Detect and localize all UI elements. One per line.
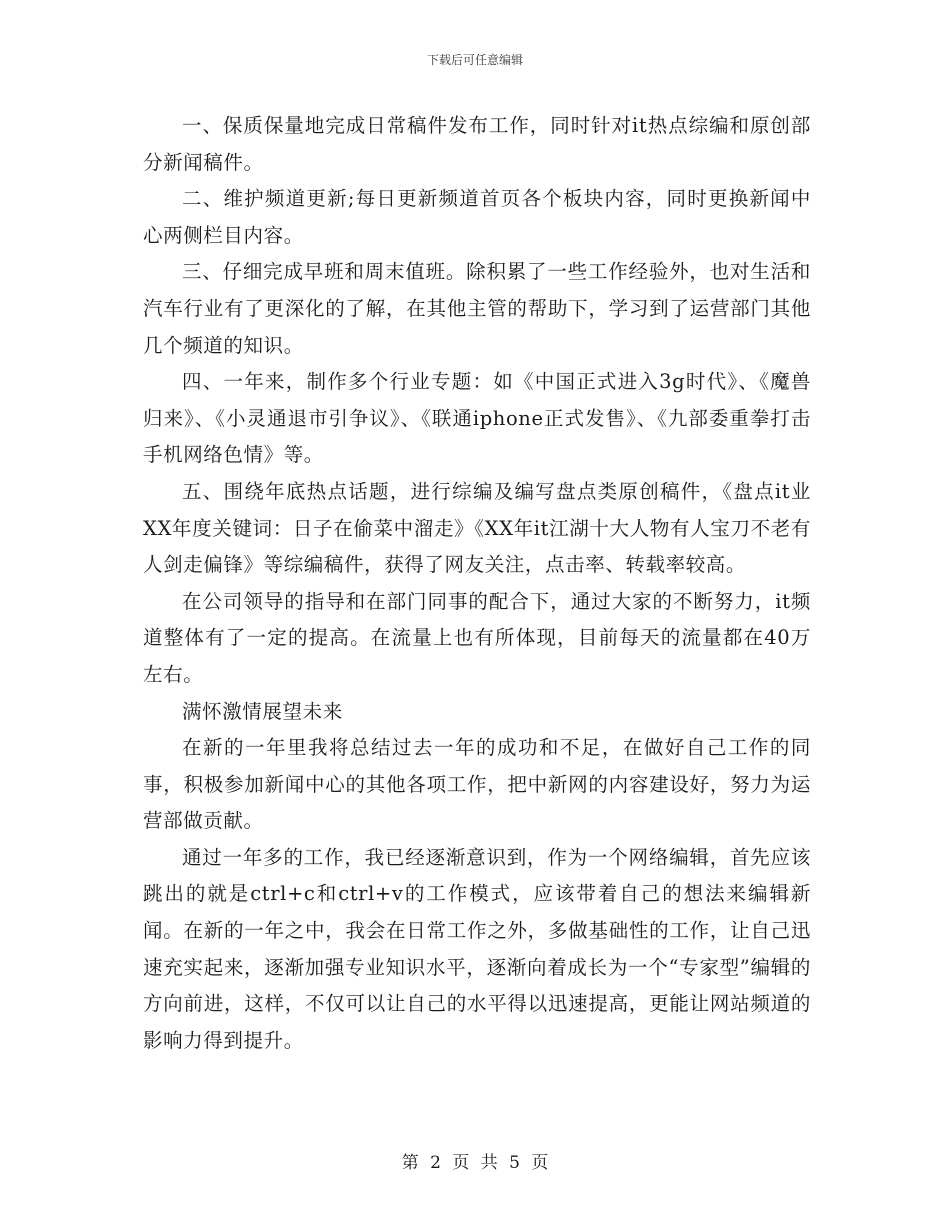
paragraph-7: 在新的一年里我将总结过去一年的成功和不足，在做好自己工作的同事，积极参加新闻中心的其他各项工作，把中新网的内容建设好，努力为运营部做贡献。 (143, 736, 811, 833)
paragraph-6: 在公司领导的指导和在部门同事的配合下，通过大家的不断努力，it频道整体有了一定的提高。在流量上也有所体现，目前每天的流量都在40万左右。 (143, 589, 811, 686)
document-body (143, 108, 811, 1059)
paragraph-2: 二、维护频道更新;每日更新频道首页各个板块内容，同时更换新闻中心两侧栏目内容。 (143, 187, 811, 247)
paragraph-4: 四、一年来，制作多个行业专题：如《中国正式进入3g时代》、《魔兽归来》、《小灵通退市引争议》、《联通iphone正式发售》、《九部委重拳打击手机网络色情》等。 (143, 370, 811, 467)
paragraph-3: 三、仔细完成早班和周末值班。除积累了一些工作经验外，也对生活和汽车行业有了更深化的了解，在其他主管的帮助下，学习到了运营部门其他几个频道的知识。 (143, 260, 811, 357)
page-number: 第 2 页 共 5 页 (401, 1153, 549, 1173)
paragraph-5: 五、围绕年底热点话题，进行综编及编写盘点类原创稿件，《盘点it业XX年度关键词：日子在偷菜中溜走》《XX年it江湖十大人物有人宝刀不老有人剑走偏锋》等综编稿件，获得了网友关注，点击率、转载率较高。 (143, 479, 811, 577)
paragraph-8: 通过一年多的工作，我已经逐渐意识到，作为一个网络编辑，首先应该跳出的就是ctrl+c和ctrl+v的工作模式，应该带着自己的想法来编辑新闻。在新的一年之中，我会在日常工作之外，多做基础性的工作，让自己迅速充实起来，逐渐加强专业知识水平，逐渐向着成长为一个“专家型”编辑的方向前进，这样，不仅可以让自己的水平得以迅速提高，更能让网站频道的影响力得到提升。 (143, 845, 811, 1052)
section-heading: 满怀激情展望未来 (182, 699, 343, 723)
paragraph-1: 一、保质保量地完成日常稿件发布工作，同时针对it热点综编和原创部分新闻稿件。 (143, 114, 811, 174)
page-header: 下载后可任意编辑 (426, 53, 523, 67)
